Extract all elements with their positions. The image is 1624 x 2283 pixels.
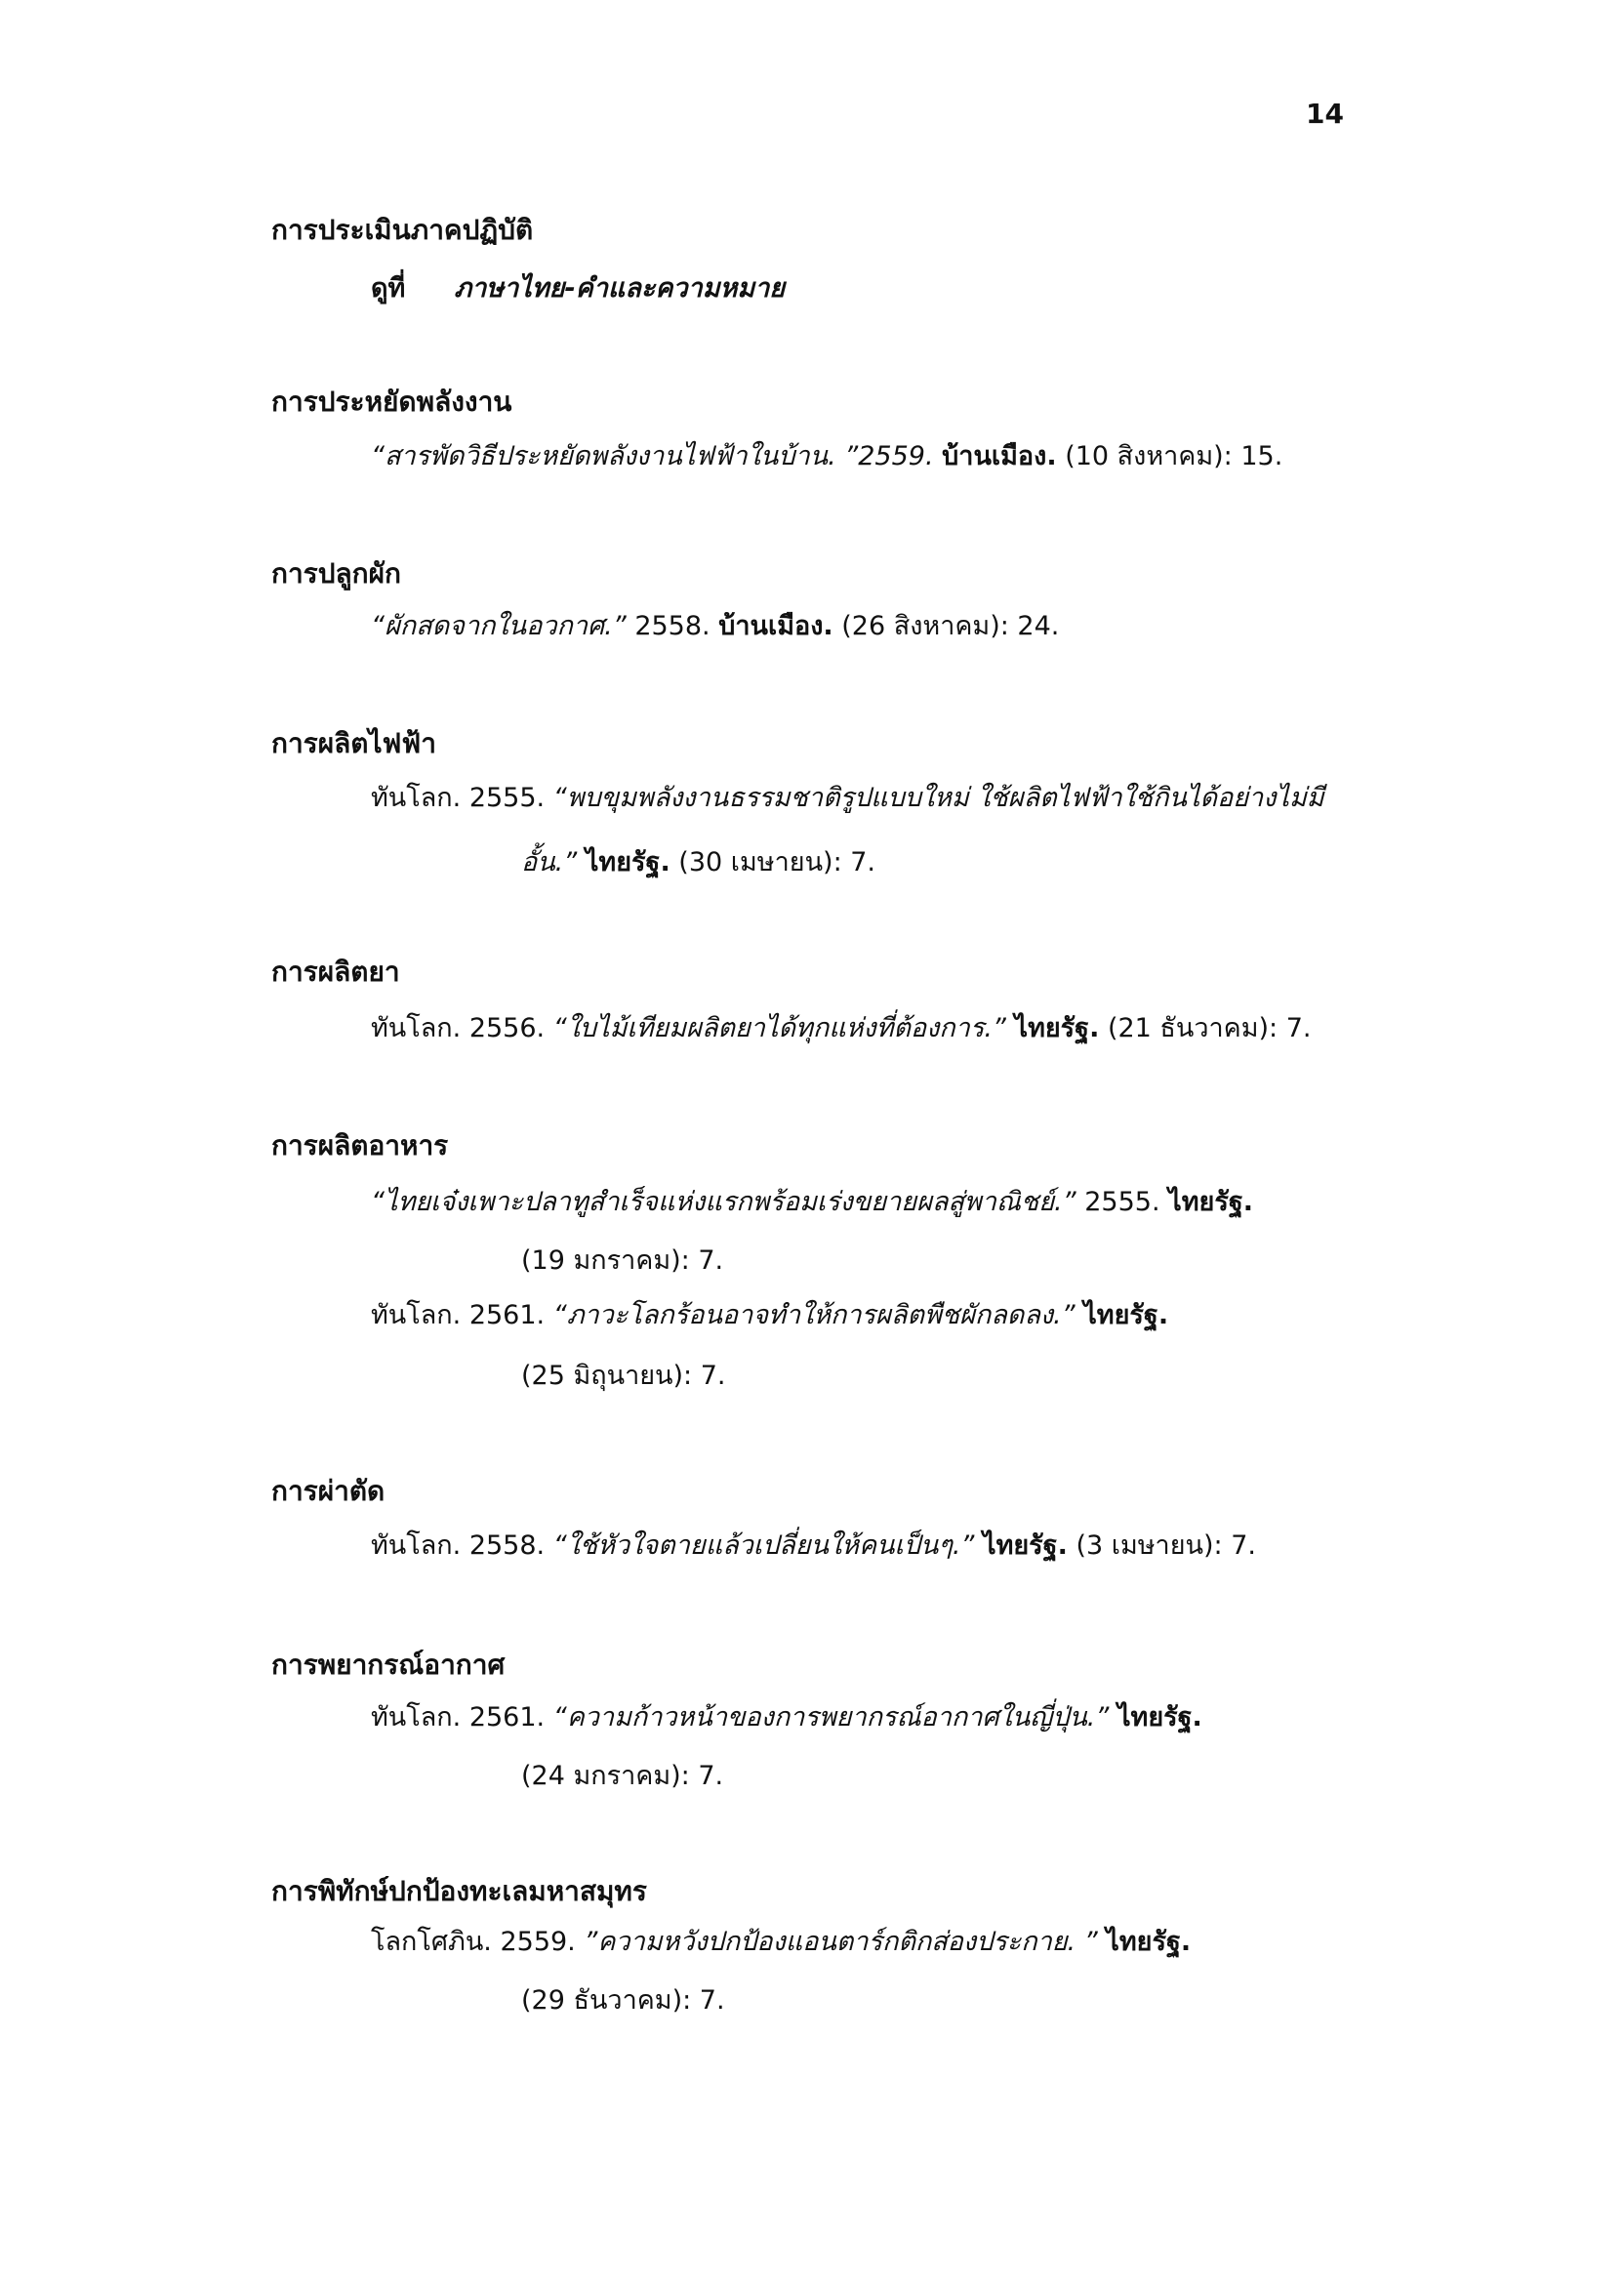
reference-continuation bbox=[521, 843, 875, 882]
reference-continuation bbox=[521, 1981, 725, 2020]
reference-continuation bbox=[521, 1757, 723, 1796]
reference-line bbox=[371, 1923, 1191, 1962]
reference-line bbox=[371, 1698, 1202, 1737]
reference-title: “ใบไม้เทียมผลิตยาได้ทุกแห่งที่ต้องการ.” bbox=[552, 1013, 1006, 1043]
reference-title: “ความก้าวหน้าของการพยากรณ์อากาศในญี่ปุ่น.” bbox=[552, 1702, 1110, 1733]
reference-author: ทันโลก. bbox=[371, 1300, 462, 1330]
reference-date-page: (24 มกราคม): 7. bbox=[521, 1761, 724, 1791]
reference-year: 2555. bbox=[1084, 1187, 1160, 1217]
reference-year: 2559. bbox=[500, 1927, 576, 1957]
reference-date-page: (26 สิงหาคม): 24. bbox=[841, 611, 1060, 641]
reference-source: ไทยรัฐ. bbox=[1014, 1013, 1100, 1043]
reference-date-page: (10 สิงหาคม): 15. bbox=[1065, 441, 1283, 471]
reference-source: ไทยรัฐ. bbox=[1106, 1927, 1192, 1957]
reference-author: ทันโลก. bbox=[371, 783, 462, 813]
reference-source: ไทยรัฐ. bbox=[982, 1530, 1068, 1561]
entry-heading: การพิทักษ์ปกป้องทะเลมหาสมุทร bbox=[271, 1875, 647, 1907]
reference-year: 2558. bbox=[468, 1530, 546, 1561]
reference-continuation bbox=[521, 1357, 726, 1396]
reference-line bbox=[371, 1296, 1168, 1335]
reference-source: บ้านเมือง. bbox=[942, 441, 1057, 471]
reference-title: “ผักสดจากในอวกาศ.” bbox=[371, 611, 627, 641]
reference-continuation bbox=[521, 1242, 723, 1281]
reference-line bbox=[371, 437, 1282, 476]
see-label: ดูที่ bbox=[371, 273, 406, 304]
reference-title: “ไทยเจ๋งเพาะปลาทูสำเร็จแห่งแรกพร้อมเร่งขยายผลสู่พาณิชย์.” bbox=[371, 1187, 1076, 1217]
reference-date-page: (30 เมษายน): 7. bbox=[678, 847, 876, 877]
reference-source: ไทยรัฐ. bbox=[1168, 1187, 1253, 1217]
reference-author: ทันโลก. bbox=[371, 1530, 462, 1561]
reference-year: 2561. bbox=[468, 1702, 546, 1733]
reference-line bbox=[371, 779, 1324, 818]
reference-date-page: (29 ธันวาคม): 7. bbox=[521, 1985, 725, 2016]
reference-title: “พบขุมพลังงานธรรมชาติรูปแบบใหม่ ใช้ผลิตไฟฟ้าใช้กินได้อย่างไม่มี bbox=[552, 783, 1324, 813]
reference-line bbox=[371, 607, 1059, 646]
entry-heading: การประหยัดพลังงาน bbox=[271, 386, 512, 418]
reference-source: ไทยรัฐ. bbox=[585, 847, 670, 877]
reference-date-page: (19 มกราคม): 7. bbox=[521, 1245, 724, 1276]
entry-heading: การผลิตไฟฟ้า bbox=[271, 727, 436, 759]
reference-author: ทันโลก. bbox=[371, 1013, 462, 1043]
reference-line bbox=[371, 1183, 1253, 1222]
entry-heading: การปลูกผัก bbox=[271, 557, 401, 590]
reference-title-continued: อั้น.” bbox=[521, 847, 578, 877]
reference-year: 2558. bbox=[634, 611, 710, 641]
reference-title: “ภาวะโลกร้อนอาจทำให้การผลิตพืชผักลดลง.” bbox=[552, 1300, 1076, 1330]
reference-line bbox=[371, 1527, 1256, 1566]
reference-year: 2561. bbox=[468, 1300, 546, 1330]
reference-line bbox=[371, 1009, 1312, 1048]
entry-heading: การผลิตยา bbox=[271, 956, 400, 988]
page-number: 14 bbox=[1306, 98, 1344, 130]
reference-author: โลกโศภิน. bbox=[371, 1927, 492, 1957]
see-target: ภาษาไทย-คำและความหมาย bbox=[454, 273, 786, 304]
reference-year: 2555. bbox=[468, 783, 546, 813]
entry-heading: การประเมินภาคปฏิบัติ bbox=[271, 214, 534, 246]
entry-heading: การพยากรณ์อากาศ bbox=[271, 1649, 506, 1681]
reference-date-page: (25 มิถุนายน): 7. bbox=[521, 1361, 726, 1391]
reference-author: ทันโลก. bbox=[371, 1702, 462, 1733]
reference-title: ”ความหวังปกป้องแอนตาร์กติกส่องประกาย. ” bbox=[584, 1927, 1098, 1957]
reference-source: บ้านเมือง. bbox=[718, 611, 833, 641]
entry-heading: การผลิตอาหาร bbox=[271, 1129, 449, 1162]
see-also-line bbox=[371, 269, 785, 308]
reference-title: “ใช้หัวใจตายแล้วเปลี่ยนให้คนเป็นๆ.” bbox=[552, 1530, 975, 1561]
reference-date-page: (3 เมษายน): 7. bbox=[1076, 1530, 1256, 1561]
entry-heading: การผ่าตัด bbox=[271, 1475, 386, 1507]
reference-title: “สารพัดวิธีประหยัดพลังงานไฟฟ้าในบ้าน. ”2559. bbox=[371, 441, 934, 471]
reference-source: ไทยรัฐ. bbox=[1116, 1702, 1202, 1733]
reference-year: 2556. bbox=[468, 1013, 546, 1043]
reference-source: ไทยรัฐ. bbox=[1083, 1300, 1169, 1330]
reference-date-page: (21 ธันวาคม): 7. bbox=[1107, 1013, 1312, 1043]
